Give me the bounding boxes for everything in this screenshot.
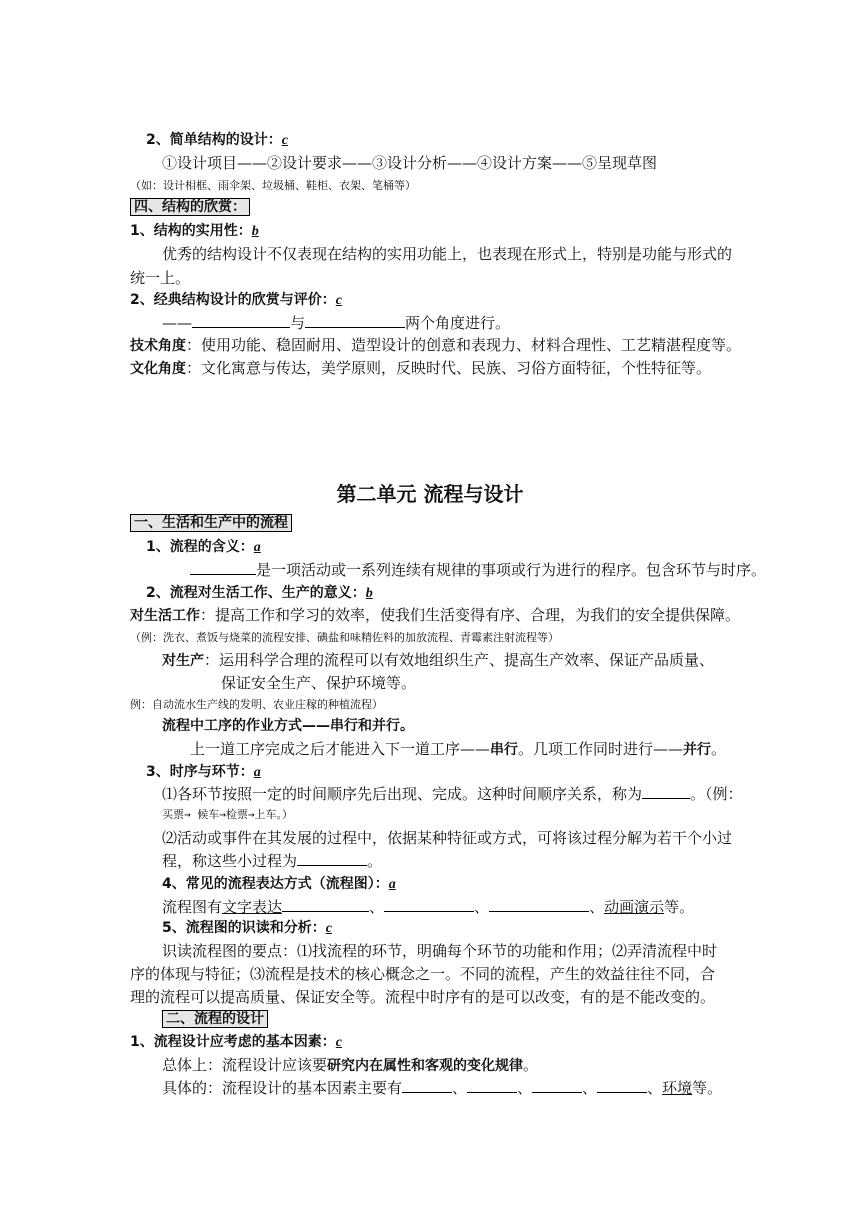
unit-title: 第二单元 流程与设计 xyxy=(336,482,524,506)
grade-label: c xyxy=(335,1035,342,1050)
design-example-note: （如：设计相框、雨伞架、垃圾桶、鞋柜、衣架、笔桶等） xyxy=(130,179,416,192)
life-work-line: 对生活工作：提高工作和学习的效率，使我们生活变得有序、合理，为我们的安全提供保障。 xyxy=(130,606,741,624)
sequence-line1: ⑴各环节按照一定的时间顺序先后出现、完成。这种时间顺序关系，称为 。（例： xyxy=(162,785,743,803)
specific-factors-line: 具体的：流程设计的基本因素主要有 、 、 、 、环境等。 xyxy=(162,1079,723,1097)
heading-sequence-and-links: 3、时序与环节：a xyxy=(146,764,261,780)
grade-label: a xyxy=(388,877,396,892)
paragraph-practicality-line1: 优秀的结构设计不仅表现在结构的实用功能上，也表现在形式上，特别是功能与形式的 xyxy=(162,245,733,263)
underlined-text: 环境 xyxy=(662,1079,693,1097)
heading-design-factors: 1、流程设计应考虑的基本因素：c xyxy=(130,1034,342,1050)
grade-label: c xyxy=(281,133,288,148)
heading-simple-structure-design: 2、简单结构的设计：c xyxy=(146,132,288,148)
paragraph-practicality-line2: 统一上。 xyxy=(130,269,191,287)
heading-structure-practicality: 1、结构的实用性：b xyxy=(130,223,259,239)
fill-blank[interactable] xyxy=(192,313,290,328)
grade-label: b xyxy=(251,224,259,239)
cultural-angle-line: 文化角度：文化寓意与传达，美学原则，反映时代、民族、习俗方面特征，个性特征等。 xyxy=(130,359,712,377)
section-heading-flow-design: 二、流程的设计 xyxy=(162,1009,268,1029)
reading-line1: 识读流程图的要点：⑴找流程的环节，明确每个环节的功能和作用；⑵弄清流程中时 xyxy=(162,942,718,960)
design-steps: ①设计项目——②设计要求——③设计分析——④设计方案——⑤呈现草图 xyxy=(162,154,658,172)
heading-flowchart-reading: 5、流程图的识读和分析：c xyxy=(162,920,332,936)
reading-line3: 理的流程可以提高质量、保证安全等。流程中时序有的是可以改变，有的是不能改变的。 xyxy=(130,988,716,1006)
grade-label: c xyxy=(335,293,342,308)
production-line2: 保证安全生产、保护环境等。 xyxy=(221,674,417,692)
grade-label: a xyxy=(253,540,261,555)
production-line: 对生产：运用科学合理的流程可以有效地组织生产、提高生产效率、保证产品质量、 xyxy=(162,651,715,669)
heading-flow-expression: 4、常见的流程表达方式（流程图）：a xyxy=(162,876,396,892)
fill-blank[interactable] xyxy=(305,313,405,328)
flowchart-types-line: 流程图有文字表达 、 、 、动画演示等。 xyxy=(162,898,695,916)
sequence-example: 买票→ 候车→检票→上车。） xyxy=(162,808,293,821)
underlined-text: 动画演示 xyxy=(604,898,665,916)
heading-flow-significance: 2、流程对生活工作、生产的意义：b xyxy=(146,585,373,601)
technical-angle-line: 技术角度：使用功能、稳固耐用、造型设计的创意和表现力、材料合理性、工艺精湛程度等。 xyxy=(130,336,742,354)
links-line1: ⑵活动或事件在其发展的过程中，依据某种特征或方式，可将该过程分解为若干个小过 xyxy=(162,829,733,847)
two-angles-line: —— 与 两个角度进行。 xyxy=(162,314,511,332)
flow-definition-line: 是一项活动或一系列连续有规律的事项或行为进行的程序。包含环节与时序。 xyxy=(190,560,766,580)
section-heading-flows-in-life: 一、生活和生产中的流程 xyxy=(130,513,292,533)
fill-blank[interactable] xyxy=(489,897,589,912)
fill-blank[interactable] xyxy=(402,1078,452,1093)
reading-line2: 序的体现与特征；⑶流程是技术的核心概念之一。不同的流程，产生的效益往往不同，合 xyxy=(130,965,716,983)
overall-line: 总体上：流程设计应该要研究内在属性和客观的变化规律。 xyxy=(162,1056,539,1074)
fill-blank[interactable] xyxy=(190,560,256,575)
underlined-text: 文字表达 xyxy=(222,898,283,916)
fill-blank[interactable] xyxy=(282,897,369,912)
grade-label: a xyxy=(253,765,261,780)
fill-blank[interactable] xyxy=(384,897,474,912)
production-example-note: 例：自动流水生产线的发明、农业庄稼的种植流程） xyxy=(130,698,383,711)
fill-blank[interactable] xyxy=(297,851,367,866)
life-example-note: （例：洗衣、煮饭与烧菜的流程安排、碘盐和味精佐料的加放流程、青霉素注射流程等） xyxy=(130,631,559,644)
heading-flow-meaning: 1、流程的含义：a xyxy=(146,539,261,555)
links-line2: 程，称这些小过程为 。 xyxy=(162,852,383,870)
grade-label: c xyxy=(325,921,332,936)
operation-mode-title: 流程中工序的作业方式——串行和并行。 xyxy=(162,718,414,734)
fill-blank[interactable] xyxy=(532,1078,582,1093)
section-heading-structure-appreciation: 四、结构的欣赏： xyxy=(130,197,250,217)
grade-label: b xyxy=(365,586,373,601)
fill-blank[interactable] xyxy=(597,1078,647,1093)
fill-blank[interactable] xyxy=(467,1078,517,1093)
heading-classic-structure-evaluation: 2、经典结构设计的欣赏与评价：c xyxy=(130,292,342,308)
fill-blank[interactable] xyxy=(642,784,690,799)
serial-parallel-line: 上一道工序完成之后才能进入下一道工序——串行。几项工作同时进行——并行。 xyxy=(190,740,727,758)
